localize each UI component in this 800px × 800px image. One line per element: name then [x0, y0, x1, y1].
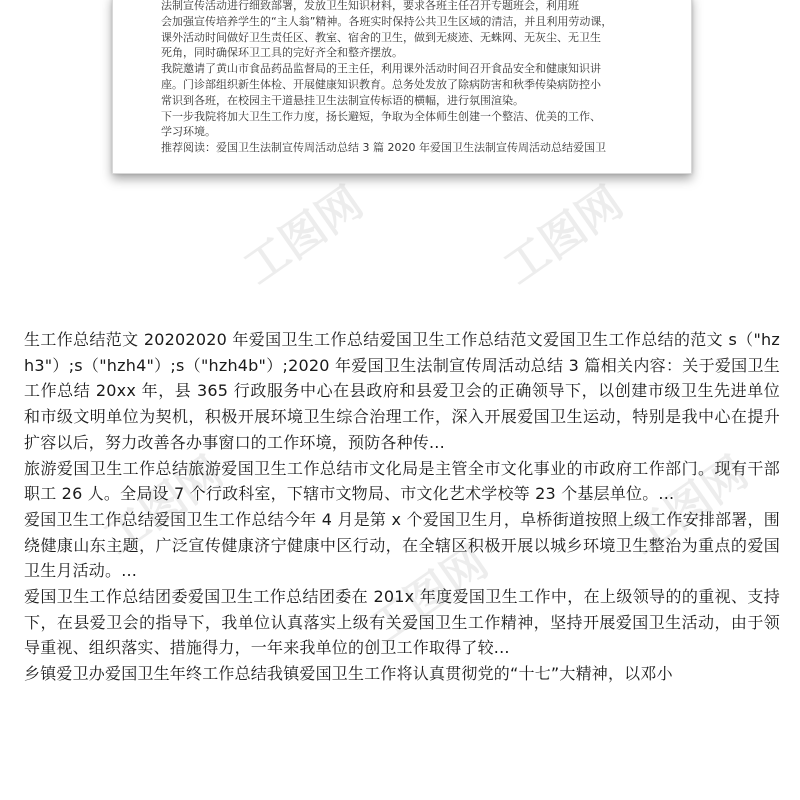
preview-line: 座。门诊部组织新生体检、开展健康知识教育。总务处发放了除病防害和秋季传染病防控小: [161, 77, 601, 91]
related-articles: [24, 327, 780, 687]
watermark: 工图网: [494, 176, 633, 295]
related-article-summary[interactable]: 生工作总结范文 20202020 年爱国卫生工作总结爱国卫生工作总结范文爱国卫生工作总结的范文 s（"hzh3"）;s（"hzh4"）;s（"hzh4b"）;2020 年爱国卫生法制宣传周活动总结 3 篇相关内容：关于爱国卫生工作总结 20xx 年，县 365 行政服务中心在县政府和县爱卫会的正确领导下，以创建市级卫生先进单位和市级文明单位为契机，积极开展环境卫生综合治理工作，深入开展爱国卫生运动，特别是我中心在提升扩容以后，努力改善各办事窗口的工作环境，预防各种传...: [24, 330, 780, 452]
preview-line: 常识到各班，在校园主干道悬挂卫生法制宣传标语的横幅，进行氛围渲染。: [161, 93, 524, 107]
related-article-summary[interactable]: 旅游爱国卫生工作总结旅游爱国卫生工作总结市文化局是主管全市文化事业的市政府工作部门。现有干部职工 26 人。全局设 7 个行政科室，下辖市文物局、市文化艺术学校等 23 个基层单位。...: [24, 458, 780, 504]
related-article-summary[interactable]: 乡镇爱卫办爱国卫生年终工作总结我镇爱国卫生工作将认真贯彻党的“十七”大精神，以邓小: [24, 664, 673, 684]
preview-line: 法制宣传活动进行细致部署，发放卫生知识材料，要求各班主任召开专题班会，利用班: [161, 0, 579, 12]
document-preview-text: [113, 0, 691, 156]
preview-line: 会加强宣传培养学生的“主人翁”精神。各班实时保持公共卫生区域的清洁，并且利用劳动课，: [161, 14, 613, 28]
related-article-summary[interactable]: 爱国卫生工作总结团委爱国卫生工作总结团委在 201x 年度爱国卫生工作中，在上级领导的的重视、支持下，在县爱卫会的指导下，我单位认真落实上级有关爱国卫生工作精神，坚持开展爱国卫生活动，由于领导重视、组织落实、措施得力，一年来我单位的创卫工作取得了较...: [24, 587, 780, 658]
preview-recommended-reading: 推荐阅读：爱国卫生法制宣传周活动总结 3 篇 2020 年爱国卫生法制宣传周活动总结爱国卫: [161, 141, 606, 155]
watermark: 工图网: [619, 446, 758, 565]
watermark: 工图网: [234, 176, 373, 295]
preview-line: 下一步我院将加大卫生工作力度，扬长避短，争取为全体师生创建一个整洁、优美的工作、: [161, 109, 601, 123]
watermark: 工图网: [359, 536, 498, 655]
preview-line: 我院邀请了黄山市食品药品监督局的王主任，利用课外活动时间召开食品安全和健康知识讲: [161, 62, 601, 76]
related-article-summary[interactable]: 爱国卫生工作总结爱国卫生工作总结今年 4 月是第 x 个爱国卫生月，阜桥街道按照上级工作安排部署，围绕健康山东主题，广泛宣传健康济宁健康中区行动，在全辖区积极开展以城乡环境卫生整治为重点的爱国卫生月活动。...: [24, 509, 780, 581]
preview-line: 学习环境。: [161, 125, 216, 139]
document-preview-card: [112, 0, 692, 174]
watermark: 工图网: [94, 446, 233, 565]
preview-line: 死角，同时确保环卫工具的完好齐全和整齐摆放。: [161, 46, 403, 60]
preview-line: 课外活动时间做好卫生责任区、教室、宿舍的卫生，做到无痰迹、无蛛网、无灰尘、无卫生: [161, 30, 601, 44]
